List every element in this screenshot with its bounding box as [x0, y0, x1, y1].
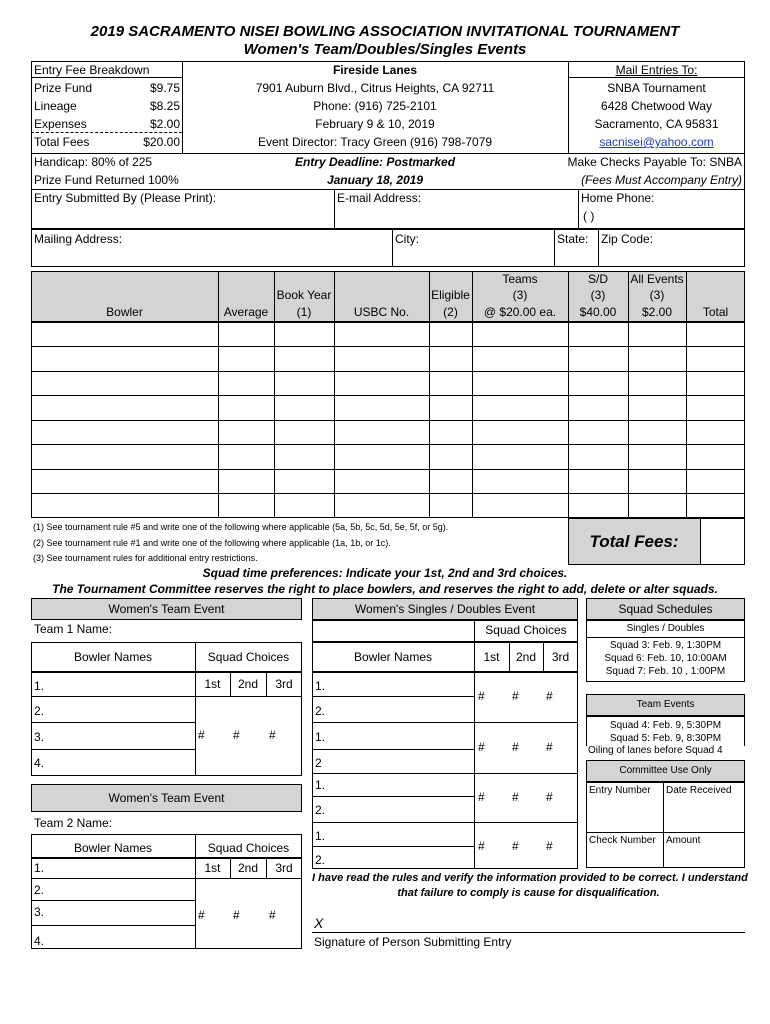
signature-label: Signature of Person Submitting Entry	[314, 935, 512, 949]
verify-statement: I have read the rules and verify the information provided to be correct. I understand	[312, 872, 748, 884]
squad-choice-field[interactable]: #	[198, 728, 205, 742]
zip-field[interactable]: Zip Code:	[601, 232, 654, 246]
sd-event-heading: Women's Singles / Doubles Event	[312, 598, 578, 620]
event-director: Event Director: Tracy Green (916) 798-7079	[257, 135, 493, 149]
sd-schedule-heading: Singles / Doubles	[626, 623, 705, 634]
col-teams-price: @ $20.00 ea.	[483, 305, 557, 319]
choice-2nd: 2nd	[237, 677, 259, 691]
sd-bowler-row[interactable]: 2.	[315, 803, 326, 817]
squad-choice-field[interactable]: #	[233, 728, 240, 742]
bowler-names-label: Bowler Names	[73, 650, 153, 664]
fees-note: (Fees Must Accompany Entry)	[581, 173, 742, 187]
prize-returned-text: Prize Fund Returned 100%	[34, 173, 179, 187]
fee-value: $20.00	[143, 135, 180, 149]
squad-choice-field[interactable]: #	[233, 908, 240, 922]
verify-statement-2: that failure to comply is cause for disqualification.	[397, 887, 660, 899]
col-all-events-note: (3)	[649, 288, 665, 302]
home-phone-field[interactable]: Home Phone:	[581, 191, 655, 205]
choice-3rd: 3rd	[275, 861, 293, 875]
home-phone-parens: ( )	[583, 209, 595, 223]
choice-1st: 1st	[204, 677, 221, 691]
sd-squad-field[interactable]: #	[546, 740, 553, 754]
sd-bowler-row[interactable]: 1.	[315, 829, 326, 843]
sd-bowler-names-label: Bowler Names	[353, 650, 433, 664]
signature-line[interactable]	[312, 932, 745, 933]
bowler-names-label: Bowler Names	[73, 841, 153, 855]
event-dates: February 9 & 10, 2019	[315, 117, 435, 131]
bowler-row[interactable]: 3.	[34, 905, 45, 919]
squad-choices-label: Squad Choices	[207, 841, 290, 855]
sd-bowler-row[interactable]: 1.	[315, 679, 326, 693]
col-teams-note: (3)	[512, 288, 528, 302]
fee-value: $9.75	[149, 81, 180, 95]
deadline-date: January 18, 2019	[326, 173, 424, 187]
team2-name-field[interactable]: Team 2 Name:	[34, 816, 113, 830]
sd-squad-field[interactable]: #	[546, 689, 553, 703]
date-received-field[interactable]: Date Received	[666, 785, 732, 796]
sd-bowler-row[interactable]: 1.	[315, 778, 326, 792]
choice-2nd: 2nd	[237, 861, 259, 875]
note-2: (2) See tournament rule #1 and write one of the following where applicable (1a, 1b, or 1c).	[33, 538, 391, 548]
sd-squad-choices-label: Squad Choices	[485, 623, 567, 637]
total-fees-field[interactable]	[700, 518, 745, 565]
bowler-row[interactable]: 3.	[34, 730, 45, 744]
fee-label: Lineage	[34, 99, 77, 113]
sd-squad-field[interactable]: #	[546, 790, 553, 804]
sd-bowler-row[interactable]: 2.	[315, 704, 326, 718]
bowler-row[interactable]: 1.	[34, 679, 45, 693]
sd-squad-field[interactable]: #	[478, 839, 485, 853]
col-all-events: All Events	[630, 272, 684, 286]
sd-bowler-row[interactable]: 2.	[315, 853, 326, 867]
signature-x: X	[314, 915, 324, 931]
sd-squad-field[interactable]: #	[512, 740, 519, 754]
col-all-events-price: $2.00	[641, 305, 673, 319]
checks-payable: Make Checks Payable To: SNBA	[567, 155, 742, 169]
col-usbc: USBC No.	[353, 305, 410, 319]
committee-use-heading: Committee Use Only	[586, 760, 745, 782]
sd-squad-field[interactable]: #	[478, 790, 485, 804]
sd-choice-3rd: 3rd	[551, 650, 570, 664]
mail-line: SNBA Tournament	[607, 81, 706, 95]
state-field[interactable]: State:	[557, 232, 589, 246]
squad-choice-field[interactable]: #	[198, 908, 205, 922]
check-number-field[interactable]: Check Number	[589, 835, 656, 846]
note-3: (3) See tournament rules for additional entry restrictions.	[33, 553, 258, 563]
mail-line: 6428 Chetwood Way	[601, 99, 712, 113]
col-sd-price: $40.00	[579, 305, 617, 319]
col-sd: S/D	[587, 272, 608, 286]
sd-bowler-row[interactable]: 1.	[315, 730, 326, 744]
squad-choice-field[interactable]: #	[269, 728, 276, 742]
choice-3rd: 3rd	[275, 677, 293, 691]
squad-schedules-heading: Squad Schedules	[586, 598, 745, 620]
sd-squad-field[interactable]: #	[512, 790, 519, 804]
mail-line: Sacramento, CA 95831	[594, 117, 719, 131]
submitted-by-field[interactable]: Entry Submitted By (Please Print):	[34, 191, 217, 205]
sd-choice-1st: 1st	[483, 650, 500, 664]
schedule-line: Squad 5: Feb. 9, 8:30PM	[609, 733, 722, 744]
fee-breakdown-heading: Entry Fee Breakdown	[34, 63, 150, 77]
squad-choice-field[interactable]: #	[269, 908, 276, 922]
sd-bowler-row[interactable]: 2	[315, 756, 322, 770]
col-teams: Teams	[502, 272, 538, 286]
col-book-year: Book Year	[276, 288, 332, 302]
col-average: Average	[223, 305, 269, 319]
col-book-year-note: (1)	[296, 305, 312, 319]
amount-field[interactable]: Amount	[666, 835, 701, 846]
handicap-text: Handicap: 80% of 225	[34, 155, 153, 169]
sd-squad-field[interactable]: #	[478, 689, 485, 703]
bowler-row[interactable]: 4.	[34, 934, 45, 948]
committee-notice: The Tournament Committee reserves the right to place bowlers, and reserves the right to add, delete or alter squads.	[52, 582, 718, 596]
fee-value: $2.00	[149, 117, 180, 131]
fee-label: Prize Fund	[34, 81, 93, 95]
squad-choices-label: Squad Choices	[207, 650, 290, 664]
team-event-heading-2: Women's Team Event	[31, 784, 302, 812]
entry-deadline: Entry Deadline: Postmarked	[294, 155, 456, 169]
col-sd-note: (3)	[590, 288, 606, 302]
schedule-line: Squad 4: Feb. 9, 5:30PM	[609, 720, 722, 731]
email-field[interactable]: E-mail Address:	[337, 191, 422, 205]
venue-phone: Phone: (916) 725-2101	[313, 99, 437, 113]
team-schedule-heading: Team Events	[586, 694, 745, 716]
col-bowler: Bowler	[106, 305, 143, 319]
col-eligible: Eligible	[431, 288, 470, 302]
sd-squad-field[interactable]: #	[512, 689, 519, 703]
total-fees-label: Total Fees:	[589, 532, 679, 551]
schedule-line: Squad 7: Feb. 10 , 1:00PM	[605, 666, 726, 677]
note-1: (1) See tournament rule #5 and write one of the following where applicable (5a, 5b, 5c, 5d, 5e, 5f, or 5g).	[33, 522, 449, 532]
mailing-address-field[interactable]: Mailing Address:	[34, 232, 123, 246]
fee-value: $8.25	[149, 99, 180, 113]
bowler-row[interactable]: 2.	[34, 704, 45, 718]
bowler-row[interactable]: 4.	[34, 756, 45, 770]
bowler-row[interactable]: 2.	[34, 883, 45, 897]
sd-choice-2nd: 2nd	[515, 650, 537, 664]
team1-name-field[interactable]: Team 1 Name:	[34, 622, 113, 636]
page-subtitle: Women's Team/Doubles/Singles Events	[243, 41, 527, 58]
sd-squad-field[interactable]: #	[546, 839, 553, 853]
sd-squad-field[interactable]: #	[512, 839, 519, 853]
sd-squad-field[interactable]: #	[478, 740, 485, 754]
email-link[interactable]: sacnisei@yahoo.com	[599, 135, 714, 149]
mail-heading: Mail Entries To:	[615, 63, 698, 77]
team-event-heading: Women's Team Event	[31, 598, 302, 620]
col-eligible-note: (2)	[443, 305, 458, 319]
col-total: Total	[702, 305, 729, 319]
oiling-note: Oiling of lanes before Squad 4	[588, 745, 723, 756]
sd-grid	[312, 672, 578, 869]
schedule-line: Squad 3: Feb. 9, 1:30PM	[609, 640, 722, 651]
fee-label: Expenses	[34, 117, 87, 131]
entry-number-field[interactable]: Entry Number	[589, 785, 651, 796]
venue-name: Fireside Lanes	[332, 63, 418, 77]
page-title: 2019 SACRAMENTO NISEI BOWLING ASSOCIATION INVITATIONAL TOURNAMENT	[90, 23, 680, 40]
schedule-line: Squad 6: Feb. 10, 10:00AM	[604, 653, 727, 664]
choice-1st: 1st	[204, 861, 221, 875]
venue-address: 7901 Auburn Blvd., Citrus Heights, CA 92711	[255, 81, 495, 95]
city-field[interactable]: City:	[395, 232, 419, 246]
bowler-row[interactable]: 1.	[34, 861, 45, 875]
fee-label: Total Fees	[34, 135, 90, 149]
squad-preferences: Squad time preferences: Indicate your 1st, 2nd and 3rd choices.	[202, 566, 568, 580]
